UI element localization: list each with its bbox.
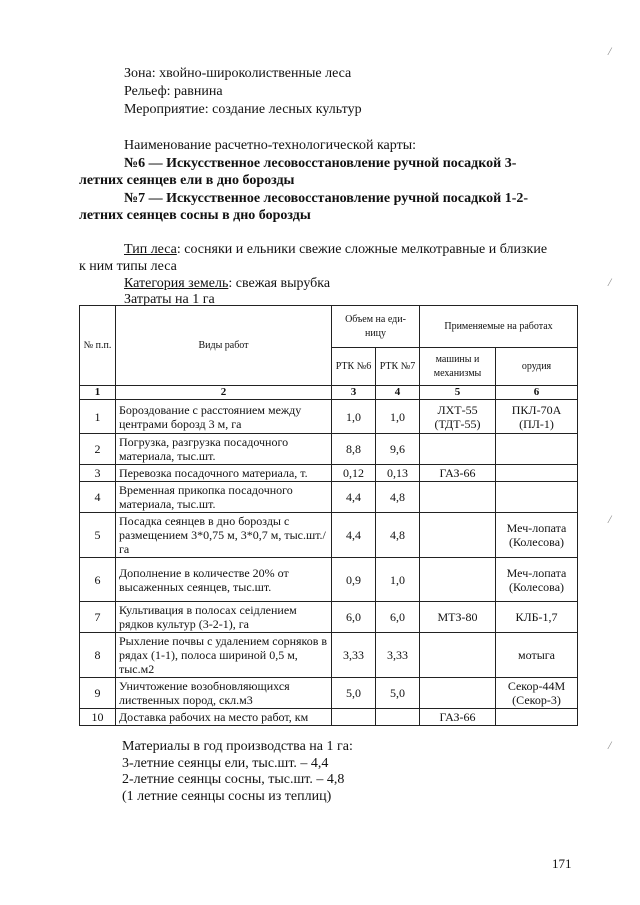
materials-item: (1 летние сеянцы сосны из теплиц): [122, 789, 332, 804]
works-table: [79, 305, 578, 726]
rtk7-value: 6,0: [376, 602, 420, 633]
machines-value: ГАЗ-66: [420, 465, 496, 482]
rtk6-value: 3,33: [332, 633, 376, 678]
header-work: Виды работ: [116, 306, 332, 386]
col-number: 2: [116, 386, 332, 400]
page-number: 171: [552, 856, 572, 871]
rtk6-value: 8,8: [332, 434, 376, 465]
rtk7-value: 4,8: [376, 513, 420, 558]
work-description: Культивация в полосах сеідлением рядков культур (3-2-1), га: [116, 602, 332, 633]
machines-value: [420, 513, 496, 558]
table-row: [80, 602, 578, 633]
row-number: 6: [80, 558, 116, 602]
rtk6-value: 5,0: [332, 678, 376, 709]
margin-mark: /: [608, 44, 612, 58]
row-number: 5: [80, 513, 116, 558]
margin-mark: /: [608, 738, 612, 752]
col-number: 3: [332, 386, 376, 400]
table-row: [80, 465, 578, 482]
table-row: [80, 558, 578, 602]
machines-value: [420, 434, 496, 465]
col-number: 6: [496, 386, 578, 400]
rtk6-value: 4,4: [332, 513, 376, 558]
margin-mark: /: [608, 275, 612, 289]
row-number: 4: [80, 482, 116, 513]
rtk7-value: 0,13: [376, 465, 420, 482]
card6-line1: №6 — Искусственное лесовосстановление ручной посадкой 3-: [124, 156, 517, 171]
work-description: Временная прикопка посадочного материала, тыс.шт.: [116, 482, 332, 513]
header-used: Применяемые на работах: [420, 306, 578, 348]
rtk7-value: [376, 709, 420, 726]
rtk7-value: 3,33: [376, 633, 420, 678]
forest-type-text: : сосняки и ельники свежие сложные мелкотравные и близкие: [176, 242, 548, 257]
activity-line: Мероприятие: создание лесных культур: [124, 102, 362, 117]
col-number: 1: [80, 386, 116, 400]
row-number: 1: [80, 400, 116, 434]
table-row: [80, 678, 578, 709]
row-number: 3: [80, 465, 116, 482]
margin-mark: /: [608, 512, 612, 526]
work-description: Доставка рабочих на место работ, км: [116, 709, 332, 726]
card-title: Наименование расчетно-технологической карты:: [124, 138, 417, 153]
table-row: [80, 482, 578, 513]
forest-type-line: [124, 242, 547, 258]
col-number: 5: [420, 386, 496, 400]
land-category-line: [124, 276, 330, 292]
materials-title: Материалы в год производства на 1 га:: [122, 739, 353, 754]
tools-value: ПКЛ-70А (ПЛ-1): [496, 400, 578, 434]
col-number: 4: [376, 386, 420, 400]
row-number: 8: [80, 633, 116, 678]
tools-value: [496, 709, 578, 726]
relief-line: Рельеф: равнина: [124, 84, 223, 99]
header-num: № п.п.: [80, 306, 116, 386]
work-description: Уничтожение возобновляющихся лиственных пород, скл.м3: [116, 678, 332, 709]
materials-item: 2-летние сеянцы сосны, тыс.шт. – 4,8: [122, 772, 345, 787]
tools-value: [496, 482, 578, 513]
rtk6-value: 4,4: [332, 482, 376, 513]
rtk7-value: 4,8: [376, 482, 420, 513]
zone-line: Зона: хвойно-широколиственные леса: [124, 66, 352, 81]
rtk6-value: 1,0: [332, 400, 376, 434]
header-volume: Объем на еди-ницу: [332, 306, 420, 348]
work-description: Рыхление почвы с удалением сорняков в рядах (1-1), полоса шириной 0,5 м, тыс.м2: [116, 633, 332, 678]
rtk6-value: 0,9: [332, 558, 376, 602]
card7-line2: летних сеянцев сосны в дно борозды: [79, 208, 311, 223]
rtk7-value: 9,6: [376, 434, 420, 465]
costs-line: Затраты на 1 га: [124, 292, 215, 307]
tools-value: Меч-лопата (Колесова): [496, 513, 578, 558]
work-description: Дополнение в количестве 20% от высаженных сеянцев, тыс.шт.: [116, 558, 332, 602]
rtk7-value: 1,0: [376, 558, 420, 602]
rtk6-value: [332, 709, 376, 726]
header-rtk6: РТК №6: [332, 348, 376, 386]
table-row: [80, 513, 578, 558]
machines-value: МТЗ-80: [420, 602, 496, 633]
table-row: [80, 709, 578, 726]
work-description: Погрузка, разгрузка посадочного материала, тыс.шт.: [116, 434, 332, 465]
tools-value: мотыга: [496, 633, 578, 678]
rtk6-value: 6,0: [332, 602, 376, 633]
header-rtk7: РТК №7: [376, 348, 420, 386]
machines-value: [420, 482, 496, 513]
row-number: 9: [80, 678, 116, 709]
forest-type-line2: к ним типы леса: [79, 259, 177, 274]
tools-value: КЛБ-1,7: [496, 602, 578, 633]
work-description: Перевозка посадочного материала, т.: [116, 465, 332, 482]
rtk7-value: 5,0: [376, 678, 420, 709]
rtk6-value: 0,12: [332, 465, 376, 482]
table-row: [80, 633, 578, 678]
table-row: [80, 434, 578, 465]
table-body: [80, 400, 578, 726]
tools-value: [496, 434, 578, 465]
table-row: [80, 400, 578, 434]
machines-value: [420, 558, 496, 602]
work-description: Посадка сеянцев в дно борозды с размещением 3*0,75 м, 3*0,7 м, тыс.шт./га: [116, 513, 332, 558]
row-number: 10: [80, 709, 116, 726]
card6-line2: летних сеянцев ели в дно борозды: [79, 173, 295, 188]
card7-line1: №7 — Искусственное лесовосстановление ручной посадкой 1-2-: [124, 191, 529, 206]
row-number: 7: [80, 602, 116, 633]
rtk7-value: 1,0: [376, 400, 420, 434]
tools-value: Меч-лопата (Колесова): [496, 558, 578, 602]
header-machines: машины и механизмы: [420, 348, 496, 386]
tools-value: [496, 465, 578, 482]
land-category-label: Категория земель: [124, 276, 229, 291]
tools-value: Секор-44М (Секор-3): [496, 678, 578, 709]
forest-type-label: Тип леса: [124, 242, 177, 257]
machines-value: ЛХТ-55 (ТДТ-55): [420, 400, 496, 434]
work-description: Бороздование с расстоянием между центрами борозд 3 м, га: [116, 400, 332, 434]
header-tools: орудия: [496, 348, 578, 386]
land-category-text: : свежая вырубка: [228, 276, 331, 291]
row-number: 2: [80, 434, 116, 465]
materials-item: 3-летние сеянцы ели, тыс.шт. – 4,4: [122, 756, 329, 771]
machines-value: ГАЗ-66: [420, 709, 496, 726]
machines-value: [420, 633, 496, 678]
machines-value: [420, 678, 496, 709]
